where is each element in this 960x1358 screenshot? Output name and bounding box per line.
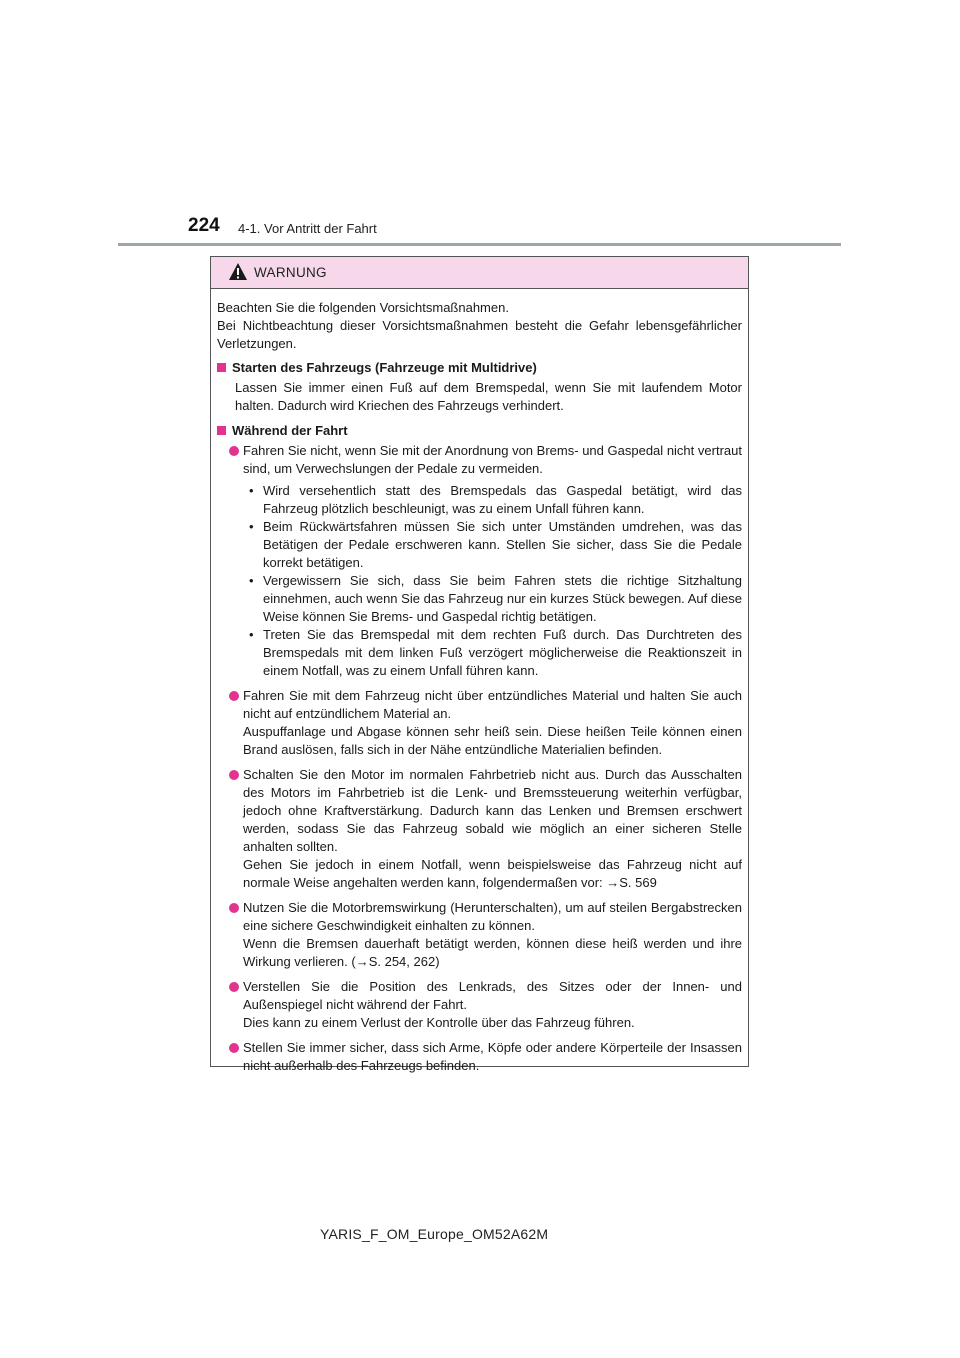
section-heading-start: Starten des Fahrzeugs (Fahrzeuge mit Multidrive) [217,359,742,377]
section-title: 4-1. Vor Antritt der Fahrt [238,221,377,236]
bullet-text-2: Dies kann zu einem Verlust der Kontrolle über das Fahrzeug führen. [243,1015,635,1030]
bullet-text: Schalten Sie den Motor im normalen Fahrbetrieb nicht aus. Durch das Ausschalten des Motors im Fahrbetrieb ist die Lenk- und Bremssteuerung weiterhin verfügbar, jedoch ohne Kraftverstärkung. Dadurch kann das Lenken und Bremsen erschwert werden, sodass Sie das Fahrzeug sobald wie möglich an einer sicheren Stelle anhalten sollten. [243,767,742,854]
warning-box [210,256,749,1073]
circle-bullet-icon [229,903,239,913]
bullet-text-2: Wenn die Bremsen dauerhaft betätigt werden, können diese heiß werden und ihre Wirkung verlieren. (→S. 254, 262) [243,936,742,969]
list-item [217,899,742,971]
circle-bullet-icon [229,446,239,456]
warning-title: WARNUNG [254,265,327,280]
square-bullet-icon [217,363,226,372]
sub-list [243,482,742,680]
circle-bullet-icon [229,1043,239,1053]
page-number: 224 [188,215,220,236]
warning-header [211,257,748,289]
bullet-text: Nutzen Sie die Motorbremswirkung (Herunterschalten), um auf steilen Bergabstrecken eine sichere Geschwindigkeit einhalten zu können. [243,900,742,933]
section-text-start: Lassen Sie immer einen Fuß auf dem Bremspedal, wenn Sie mit laufendem Motor halten. Dadurch wird Kriechen des Fahrzeugs verhindert. [235,380,742,413]
square-bullet-icon [217,426,226,435]
list-item [217,978,742,1032]
bullet-text: Fahren Sie nicht, wenn Sie mit der Anordnung von Brems- und Gaspedal nicht vertraut sind, um Verwechslungen der Pedale zu vermeiden. [243,443,742,476]
document-code: YARIS_F_OM_Europe_OM52A62M [320,1226,549,1242]
header-rule [118,243,841,246]
list-item [217,687,742,759]
warning-body [211,289,748,1075]
intro-line-1: Beachten Sie die folgenden Vorsichtsmaßnahmen. [217,300,509,315]
list-item [217,442,742,680]
list-item [217,766,742,892]
circle-bullet-icon [229,770,239,780]
bullet-text: Verstellen Sie die Position des Lenkrads, des Sitzes oder der Innen- und Außenspiegel nicht während der Fahrt. [243,979,742,1012]
bullet-text: Stellen Sie immer sicher, dass sich Arme, Köpfe oder andere Körperteile der Insassen nicht außerhalb des Fahrzeugs befinden. [243,1040,742,1073]
sub-list-item: • Vergewissern Sie sich, dass Sie beim Fahren stets die richtige Sitzhaltung einnehmen, auch wenn Sie das Fahrzeug nur ein kurzes Stück bewegen. Auf diese Weise können Sie Brems- und Gaspedal richtig betätigen. [249,573,742,624]
sub-list-item: • Treten Sie das Bremspedal mit dem rechten Fuß durch. Das Durchtreten des Bremspedals mit dem linken Fuß verzögert möglicherweise die Reaktionszeit in einem Notfall, was zu einem Unfall führen kann. [249,627,742,678]
section-heading-driving: Während der Fahrt [217,422,742,440]
warning-triangle-icon [228,262,248,281]
circle-bullet-icon [229,982,239,992]
bullet-text: Fahren Sie mit dem Fahrzeug nicht über entzündliches Material und halten Sie auch nicht auf entzündlichem Material an. [243,688,742,721]
bullet-text-2: Gehen Sie jedoch in einem Notfall, wenn beispielsweise das Fahrzeug nicht auf normale Weise angehalten werden kann, folgendermaßen vor: →S. 569 [243,857,742,890]
sub-list-item: • Beim Rückwärtsfahren müssen Sie sich unter Umständen umdrehen, was das Betätigen der Pedale erschweren kann. Stellen Sie sicher, dass Sie die Pedale korrekt betätigen. [249,519,742,570]
bullet-text-2: Auspuffanlage und Abgase können sehr heiß sein. Diese heißen Teile können einen Brand auslösen, falls sich in der Nähe entzündliche Materialien befinden. [243,724,742,757]
intro-line-2: Bei Nichtbeachtung dieser Vorsichtsmaßnahmen besteht die Gefahr lebensgefährlicher Verletzungen. [217,318,742,351]
list-item [217,1039,742,1075]
sub-list-item: • Wird versehentlich statt des Bremspedals das Gaspedal betätigt, wird das Fahrzeug plötzlich beschleunigt, was zu einem Unfall führen kann. [249,483,742,516]
circle-bullet-icon [229,691,239,701]
